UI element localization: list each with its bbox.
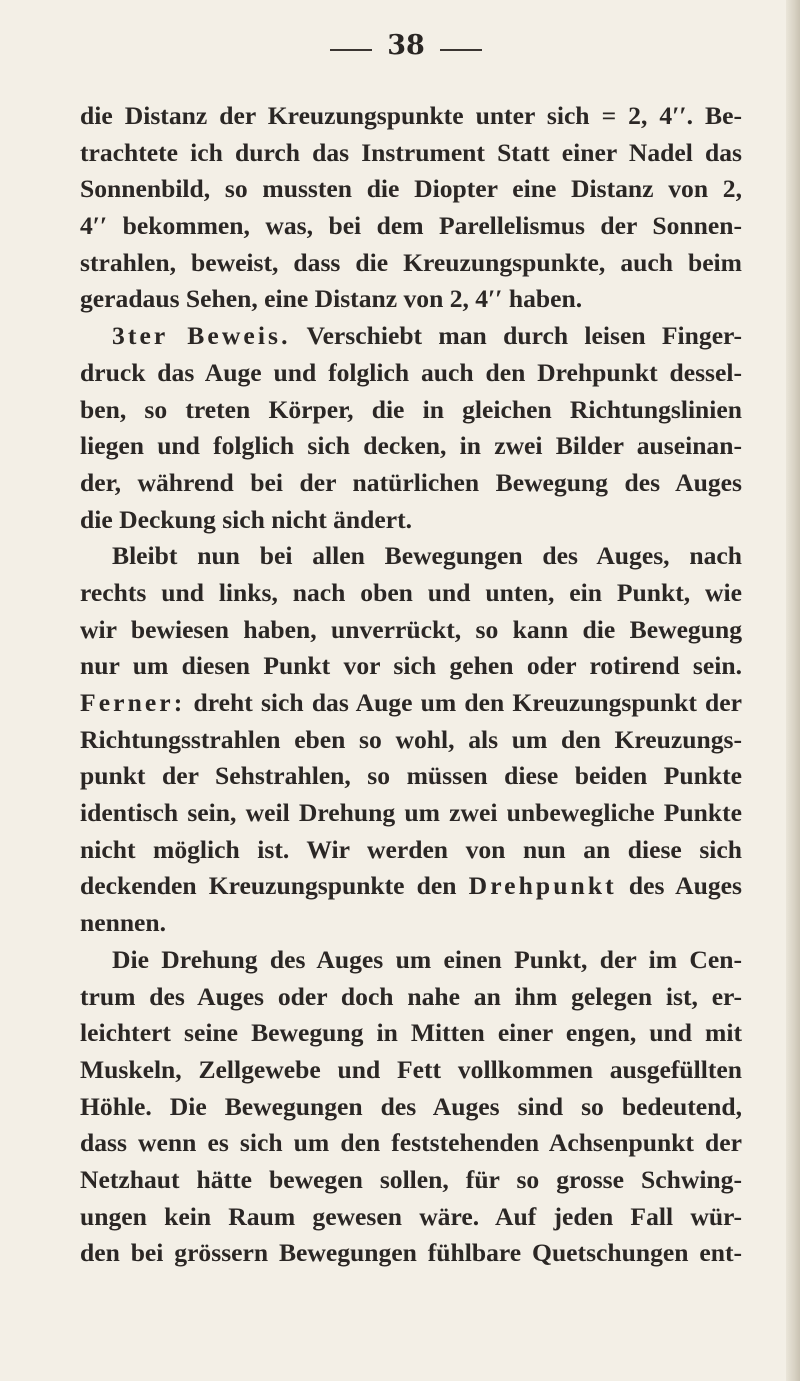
page-number: 38: [387, 30, 425, 61]
text-line: Muskeln, Zellgewebe und Fett vollkommen ausgefüllten: [80, 1054, 742, 1084]
text-line: ben, so treten Körper, die in gleichen Richtungslinien: [80, 394, 742, 424]
text-line: ungen kein Raum gewesen wäre. Auf jeden Fall wür-: [80, 1201, 742, 1231]
text-line: nur um diesen Punkt vor sich gehen oder rotirend sein.: [80, 651, 742, 681]
text-line: identisch sein, weil Drehung um zwei unbewegliche Punkte: [80, 798, 742, 828]
text-line: nennen.: [80, 908, 167, 938]
header-rule-left: [330, 49, 372, 51]
text-line: Netzhaut hätte bewegen sollen, für so grosse Schwing-: [80, 1164, 742, 1194]
text-line: dass wenn es sich um den feststehenden Achsenpunkt der: [80, 1128, 742, 1158]
text-line: der, während bei der natürlichen Bewegung des Auges: [80, 467, 742, 497]
text-line: druck das Auge und folglich auch den Drehpunkt dessel-: [80, 357, 742, 387]
text-line: Bleibt nun bei allen Bewegungen des Auges, nach: [112, 541, 742, 571]
text-line: die Deckung sich nicht ändert.: [80, 504, 413, 534]
text-line: [80, 318, 742, 355]
text-line: Höhle. Die Bewegungen des Auges sind so bedeutend,: [80, 1091, 742, 1121]
text-line: strahlen, beweist, dass die Kreuzungspunkte, auch beim: [80, 247, 742, 277]
text-line: nicht möglich ist. Wir werden von nun an diese sich: [80, 834, 742, 864]
text-line: [80, 685, 742, 722]
text-line-rest: des Auges: [628, 871, 742, 901]
text-line: trum des Auges oder doch nahe an ihm gelegen ist, er-: [80, 981, 742, 1011]
text-line: trachtete ich durch das Instrument Statt einer Nadel das: [80, 137, 742, 167]
body-text: [80, 98, 742, 1272]
header-rule-right: [440, 49, 482, 51]
text-line: 4′′ bekommen, was, bei dem Parellelismus der Sonnen-: [80, 211, 742, 241]
text-line: punkt der Sehstrahlen, so müssen diese beiden Punkte: [80, 761, 742, 791]
text-line: liegen und folglich sich decken, in zwei Bilder auseinan-: [80, 431, 742, 461]
page-header: [0, 28, 800, 68]
text-line: geradaus Sehen, eine Distanz von 2, 4′′ haben.: [80, 284, 583, 314]
text-line-rest: dreht sich das Auge um den Kreuzungspunkt der: [193, 688, 742, 717]
drehpunkt-term: Drehpunkt: [468, 871, 617, 901]
text-line: wir bewiesen haben, unverrückt, so kann die Bewegung: [80, 614, 742, 644]
text-line: den bei grössern Bewegungen fühlbare Quetschungen ent-: [80, 1238, 742, 1268]
text-line: die Distanz der Kreuzungspunkte unter sich = 2, 4′′. Be-: [80, 101, 742, 130]
text-line: [80, 868, 742, 905]
text-line: leichtert seine Bewegung in Mitten einer engen, und mit: [80, 1018, 742, 1048]
text-line: rechts und links, nach oben und unten, ein Punkt, wie: [80, 577, 742, 607]
page-edge: [786, 0, 800, 1381]
text-line-start: deckenden Kreuzungspunkte den: [80, 871, 457, 901]
text-line-rest: Verschiebt man durch leisen Finger-: [306, 321, 742, 351]
ferner-label: Ferner:: [80, 688, 186, 717]
text-line: Sonnenbild, so mussten die Diopter eine Distanz von 2,: [80, 174, 742, 204]
text-line: Richtungsstrahlen eben so wohl, als um den Kreuzungs-: [80, 724, 742, 754]
text-line: Die Drehung des Auges um einen Punkt, der im Cen-: [112, 944, 742, 974]
beweis-label: 3ter Beweis.: [112, 321, 291, 351]
